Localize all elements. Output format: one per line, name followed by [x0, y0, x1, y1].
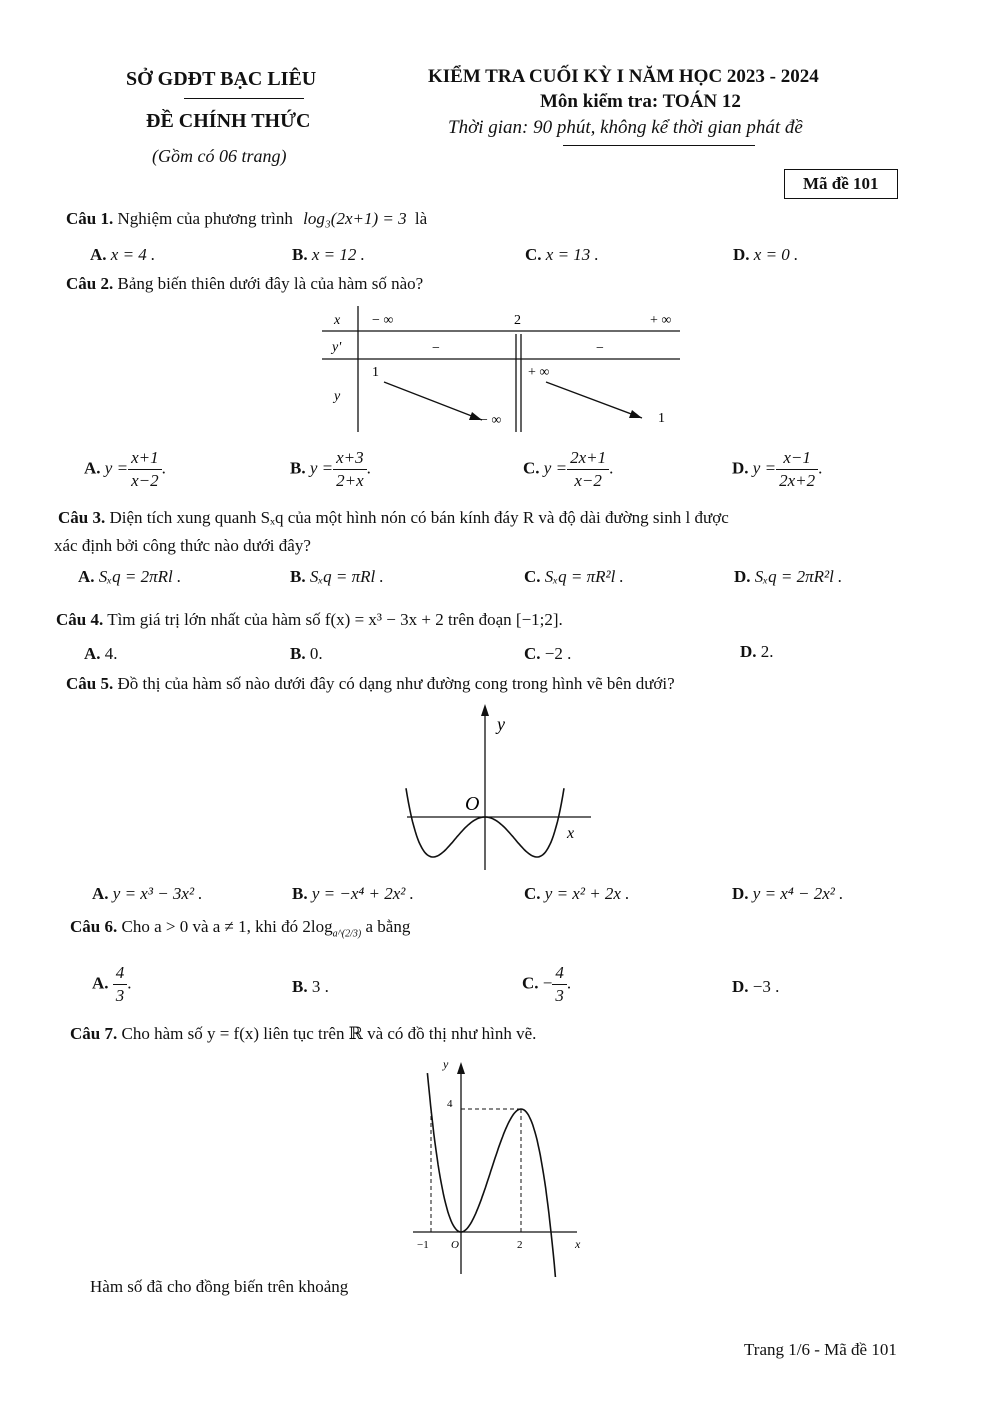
table-x-label: x: [334, 313, 341, 328]
yprime-sign-left: −: [432, 341, 440, 356]
x-axis-label: x: [575, 1237, 581, 1251]
x-tick-neg1: −1: [417, 1239, 429, 1251]
official-label: ĐỀ CHÍNH THỨC: [146, 110, 311, 132]
question-5: Câu 5. Đồ thị của hàm số nào dưới đây có dạng như đường cong trong hình vẽ bên dưới?: [66, 674, 675, 693]
y-value-neg-inf: − ∞: [480, 413, 502, 428]
q2-option-a[interactable]: A. y = $\frac{x+1}{x-2}$ .: [84, 448, 166, 490]
title-underline: [563, 145, 755, 146]
y-value-1-right: 1: [658, 411, 665, 426]
department-name: SỞ GDĐT BẠC LIÊU: [126, 68, 317, 90]
q1-option-b[interactable]: B. x = 12 .: [292, 245, 365, 264]
x-axis-label: x: [567, 825, 575, 842]
question-1: Câu 1. Nghiệm của phương trình log₃(2x+1) = 3 là: [66, 209, 428, 228]
q6-option-c[interactable]: C. − $\frac{4}{3}$ .: [522, 963, 572, 1005]
page-footer: Trang 1/6 - Mã đề 101: [744, 1340, 897, 1359]
question-3-line2: xác định bởi công thức nào dưới đây?: [54, 536, 311, 555]
q6-option-a[interactable]: A. $\frac{4}{3}$ .: [92, 963, 132, 1005]
origin-label: O: [451, 1239, 459, 1251]
y-axis-arrow: [481, 704, 489, 716]
y-axis-label: y: [497, 714, 505, 734]
y-tick-4: 4: [447, 1098, 453, 1110]
table-y-label: y: [334, 389, 341, 404]
table-yprime-label: y': [332, 340, 342, 355]
q5-option-c[interactable]: C. y = x² + 2x .: [524, 884, 630, 903]
y-axis-label: y: [443, 1057, 449, 1071]
q3-option-a[interactable]: A. Sₓq = 2πRl .: [78, 567, 182, 586]
variation-table: [320, 304, 686, 436]
q1-option-d[interactable]: D. x = 0 .: [733, 245, 799, 264]
q2-option-d[interactable]: D. y = $\frac{x-1}{2x+2}$ .: [732, 448, 823, 490]
time-line: Thời gian: 90 phút, không kể thời gian phát đề: [448, 117, 803, 138]
q2-option-c[interactable]: C. y = $\frac{2x+1}{x-2}$ .: [523, 448, 614, 490]
exam-code-box: Mã đề 101: [784, 169, 898, 199]
x-value-2: 2: [514, 313, 521, 328]
q3-option-b[interactable]: B. Sₓq = πRl .: [290, 567, 384, 586]
x-tick-2: 2: [517, 1239, 523, 1251]
question-3: Câu 3. Diện tích xung quanh Sₓq của một hình nón có bán kính đáy R và độ dài đường sinh l được: [58, 508, 729, 527]
q4-option-c[interactable]: C. −2 .: [524, 644, 572, 663]
yprime-sign-right: −: [596, 341, 604, 356]
q3-option-d[interactable]: D. Sₓq = 2πR²l .: [734, 567, 843, 586]
question-4: Câu 4. Tìm giá trị lớn nhất của hàm số f(x) = x³ − 3x + 2 trên đoạn [−1;2].: [56, 610, 563, 629]
q1-option-c[interactable]: C. x = 13 .: [525, 245, 599, 264]
decrease-arrow-left: [384, 382, 482, 420]
q1-option-a[interactable]: A. x = 4 .: [90, 245, 156, 264]
y-axis-arrow: [457, 1062, 465, 1074]
header-divider: [184, 98, 304, 99]
exam-title: KIỂM TRA CUỐI KỲ I NĂM HỌC 2023 - 2024: [428, 66, 819, 87]
page-count-note: (Gồm có 06 trang): [152, 146, 287, 166]
q5-option-a[interactable]: A. y = x³ − 3x² .: [92, 884, 203, 903]
decrease-arrow-right: [546, 382, 642, 418]
quartic-graph: [405, 700, 605, 875]
question-6: Câu 6. Cho a > 0 và a ≠ 1, khi đó $2\log_{a\^{}(2/3)}$ a bằng: [70, 917, 411, 940]
y-value-1-left: 1: [372, 365, 379, 380]
origin-label: O: [465, 793, 480, 815]
question-7: Câu 7. Cho hàm số y = f(x) liên tục trên ℝ và có đồ thị như hình vẽ.: [70, 1024, 537, 1043]
cubic-graph: [405, 1052, 595, 1277]
question-7-prompt: Hàm số đã cho đồng biến trên khoảng: [90, 1277, 349, 1296]
x-value-pos-inf: + ∞: [650, 313, 672, 328]
q5-option-d[interactable]: D. y = x⁴ − 2x² .: [732, 884, 844, 903]
q4-option-a[interactable]: A. 4.: [84, 644, 118, 663]
q6-option-b[interactable]: B. 3 .: [292, 977, 329, 996]
q4-option-d[interactable]: D. 2.: [740, 642, 774, 661]
subject-line: Môn kiểm tra: TOÁN 12: [540, 91, 741, 112]
q6-option-d[interactable]: D. −3 .: [732, 977, 780, 996]
x-value-neg-inf: − ∞: [372, 313, 394, 328]
q2-option-b[interactable]: B. y = $\frac{x+3}{2+x}$ .: [290, 448, 371, 490]
q4-option-b[interactable]: B. 0.: [290, 644, 323, 663]
y-value-pos-inf: + ∞: [528, 365, 550, 380]
q5-option-b[interactable]: B. y = −x⁴ + 2x² .: [292, 884, 414, 903]
q3-option-c[interactable]: C. Sₓq = πR²l .: [524, 567, 624, 586]
question-2: Câu 2. Bảng biến thiên dưới đây là của hàm số nào?: [66, 274, 424, 293]
